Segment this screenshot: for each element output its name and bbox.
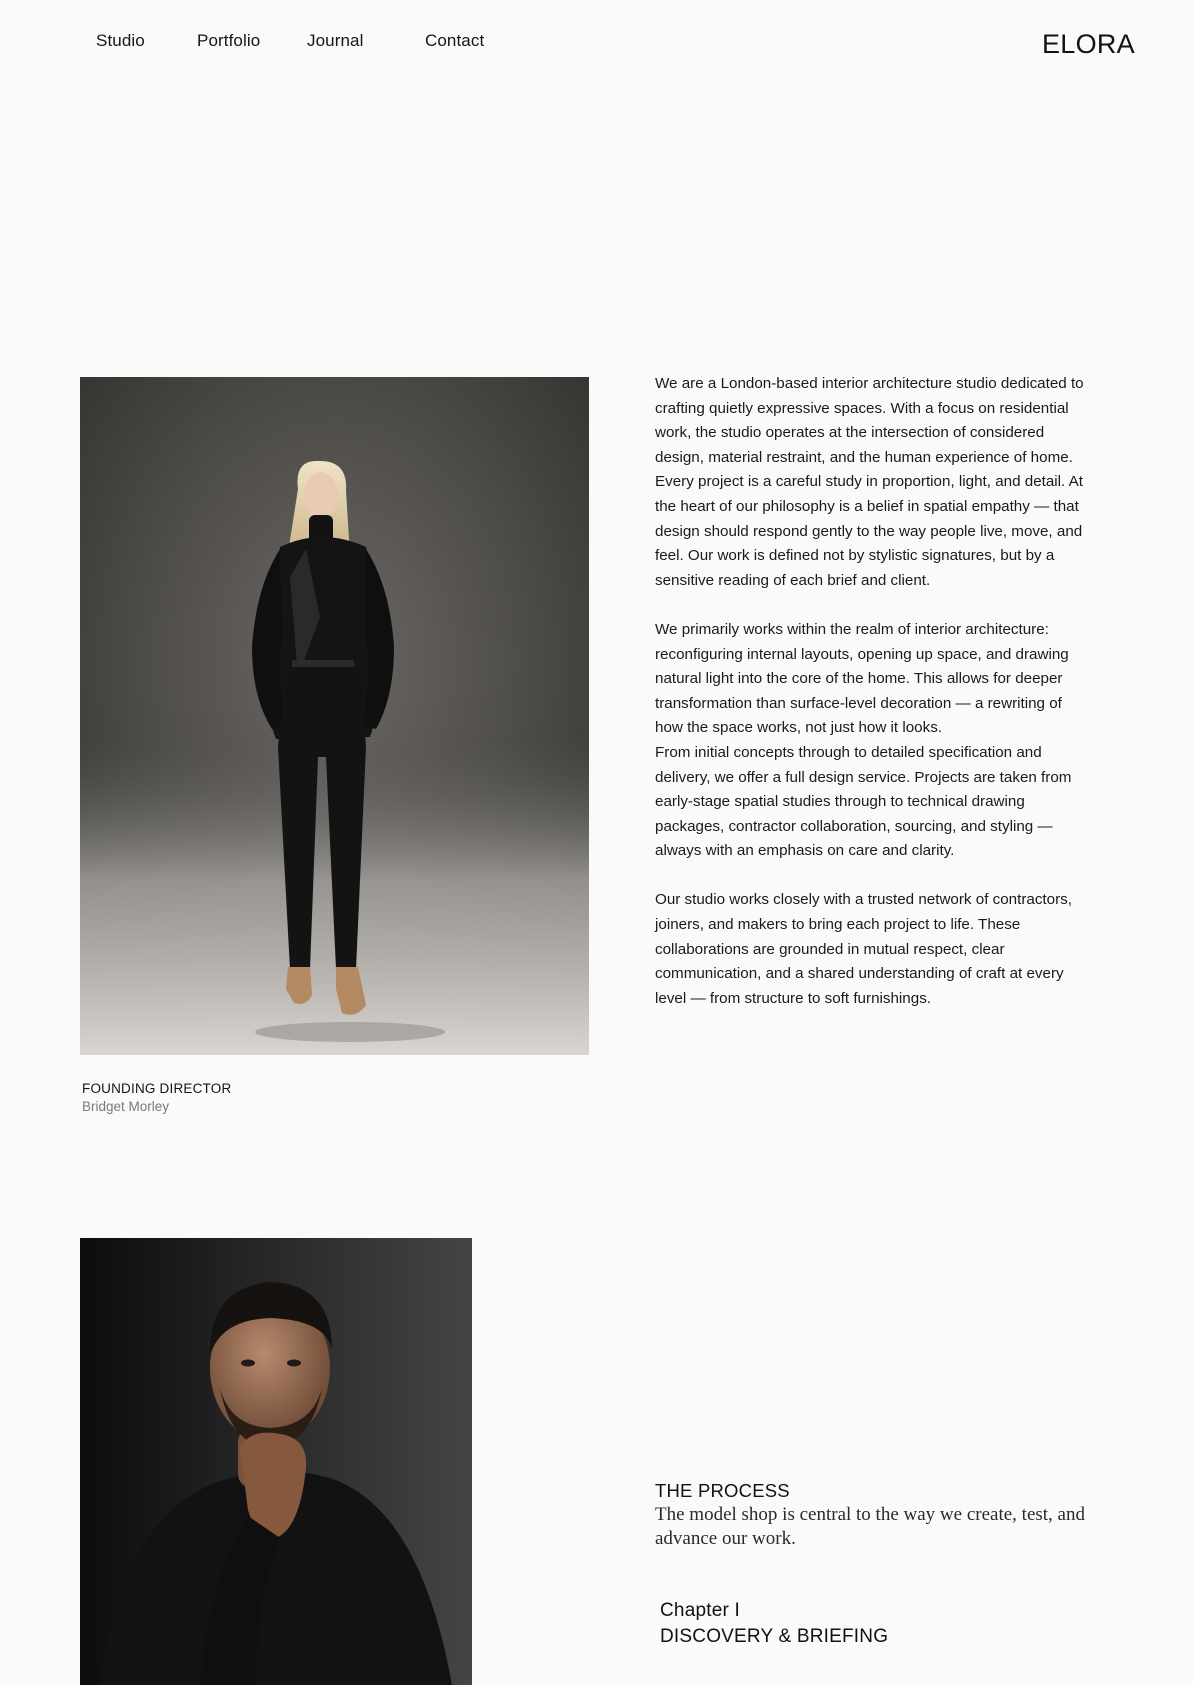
about-paragraph: We primarily works within the realm of interior architecture: reconfiguring internal layouts, opening up space, and drawing natural light into the core of the home. This allows for deeper transformation than surface-level decoration — a rewriting of how the space works, not just how it looks. <box>655 620 1069 737</box>
about-paragraph: We are a London-based interior architecture studio dedicated to crafting quietly expressive spaces. With a focus on residential work, the studio operates at the intersection of considered design, material restraint, and the human experience of home. Every project is a careful study in proportion, light, and detail. At the heart of our philosophy is a belief in spatial empathy — that design should respond gently to the way people live, move, and feel. Our work is defined not by stylistic signatures, but by a sensitive reading of each brief and client. <box>655 375 1084 589</box>
nav-link-portfolio[interactable]: Portfolio <box>197 31 261 50</box>
nav-link-studio[interactable]: Studio <box>96 31 145 50</box>
process-description: The model shop is central to the way we create, test, and advance our work. <box>655 1504 1085 1549</box>
site-logo[interactable]: ELORA <box>1041 29 1135 59</box>
team-member-photo <box>80 1238 472 1685</box>
about-text <box>655 372 1085 1011</box>
director-name: Bridget Morley <box>82 1099 170 1114</box>
site-header <box>0 29 1193 59</box>
chapter-title: DISCOVERY & BRIEFING <box>660 1626 889 1647</box>
chapter-number: Chapter I <box>660 1600 740 1621</box>
director-caption <box>82 1080 382 1116</box>
chapter-block <box>660 1598 1060 1650</box>
founding-director-photo <box>80 377 589 1055</box>
process-heading: THE PROCESS <box>655 1480 790 1501</box>
director-role: FOUNDING DIRECTOR <box>82 1081 232 1096</box>
about-paragraph: From initial concepts through to detailed specification and delivery, we offer a full design service. Projects are taken from early-stage spatial studies through to technical drawing packages, contractor collaboration, sourcing, and styling — always with an emphasis on care and clarity. <box>655 743 1072 860</box>
process-section <box>655 1479 1085 1550</box>
nav-link-journal[interactable]: Journal <box>307 31 364 50</box>
nav-link-contact[interactable]: Contact <box>425 31 485 50</box>
about-paragraph: Our studio works closely with a trusted network of contractors, joiners, and makers to bring each project to life. These collaborations are grounded in mutual respect, clear communication, and a shared understanding of craft at every level — from structure to soft furnishings. <box>655 891 1072 1007</box>
